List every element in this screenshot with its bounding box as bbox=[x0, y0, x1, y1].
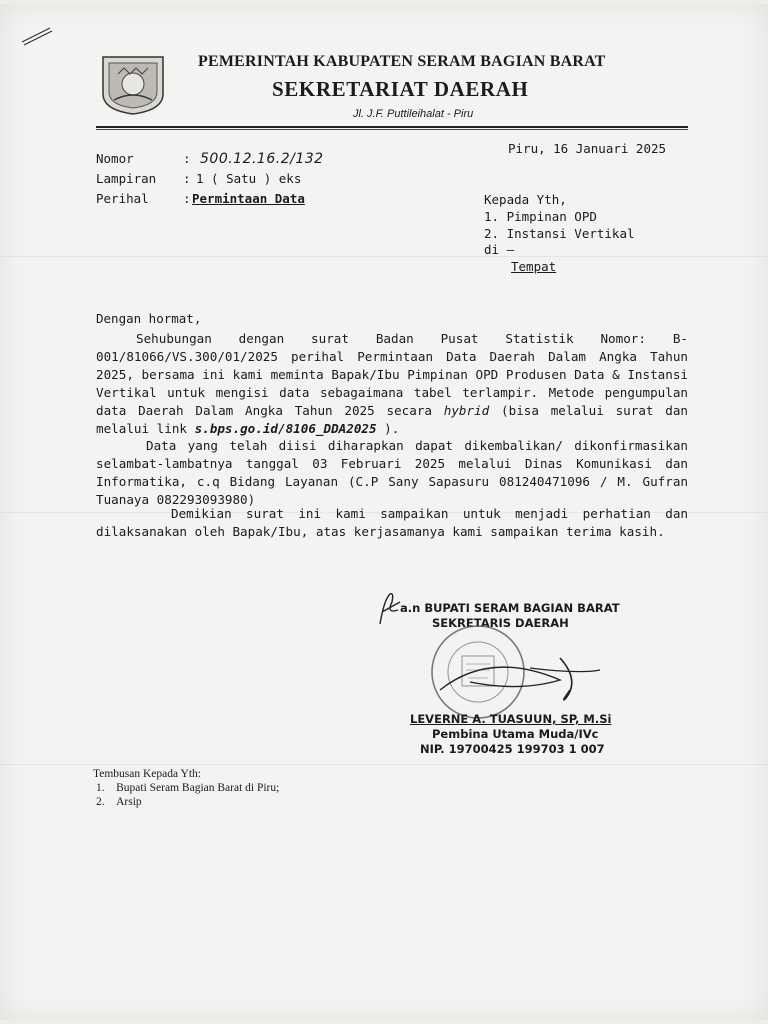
paragraph-1-tail: (bisa melalui surat dan melalui link bbox=[96, 403, 688, 436]
hybrid-word: hybrid bbox=[443, 403, 490, 418]
cc-item-2: 2. Arsip bbox=[96, 796, 142, 808]
pen-mark bbox=[20, 24, 54, 46]
perihal-colon: : bbox=[183, 191, 191, 206]
signature-role-1: a.n BUPATI SERAM BAGIAN BARAT bbox=[400, 601, 620, 615]
paragraph-1 bbox=[96, 330, 688, 438]
recipient-item-1: 1. Pimpinan OPD bbox=[484, 209, 597, 224]
perihal-label: Perihal bbox=[96, 191, 149, 206]
recipient-item-2: 2. Instansi Vertikal bbox=[484, 226, 635, 241]
signatory-nip: NIP. 19700425 199703 1 007 bbox=[420, 742, 605, 756]
nomor-label: Nomor bbox=[96, 151, 134, 166]
salutation: Dengan hormat, bbox=[96, 311, 202, 326]
perihal-value: Permintaan Data bbox=[192, 191, 305, 206]
place-date: Piru, 16 Januari 2025 bbox=[508, 141, 667, 156]
recipient-di: di – bbox=[484, 242, 515, 257]
paper-fold bbox=[0, 764, 768, 765]
lampiran-colon: : bbox=[183, 171, 191, 186]
signatory-rank: Pembina Utama Muda/IVc bbox=[432, 727, 599, 741]
recipient-tempat: Tempat bbox=[511, 259, 557, 274]
header-rule-thin bbox=[96, 129, 688, 130]
paper-fold bbox=[0, 256, 768, 257]
survey-link[interactable]: s.bps.go.id/8106_DDA2025 bbox=[194, 421, 377, 436]
office-name: SEKRETARIAT DAERAH bbox=[272, 77, 529, 101]
lampiran-label: Lampiran bbox=[96, 171, 157, 186]
nomor-value-handwritten: 500.12.16.2/132 bbox=[200, 151, 324, 167]
lampiran-value: 1 ( Satu ) eks bbox=[196, 171, 302, 186]
signature-role-2: SEKRETARIS DAERAH bbox=[432, 616, 569, 630]
regency-emblem-logo bbox=[100, 54, 166, 116]
paragraph-1-text: Sehubungan dengan surat Badan Pusat Statistik Nomor: B-001/81066/VS.300/01/2025 perihal Permintaan Data Daerah Dalam Angka Tahun 2025, bersama ini kami meminta Bapak/Ibu Pimpinan OPD Produsen Data & Instansi Vertikal untuk mengisi data sebagaimana tabel terlampir. Metode pengumpulan data Daerah Dalam Angka Tahun 2025 secara bbox=[96, 331, 688, 418]
recipient-greeting: Kepada Yth, bbox=[484, 192, 567, 207]
cc-item-1: 1. Bupati Seram Bagian Barat di Piru; bbox=[96, 782, 280, 794]
header-rule bbox=[96, 126, 688, 128]
cc-title: Tembusan Kepada Yth: bbox=[93, 768, 201, 780]
paragraph-3: Demikian surat ini kami sampaikan untuk menjadi perhatian dan dilaksanakan oleh Bapak/Ibu, atas kerjasamanya kami sampaikan terima kasih. bbox=[96, 506, 688, 539]
paragraph-1-end: ). bbox=[384, 421, 400, 436]
government-name: PEMERINTAH KABUPATEN SERAM BAGIAN BARAT bbox=[198, 53, 606, 70]
signatory-name: LEVERNE A. TUASUUN, SP, M.Si bbox=[410, 712, 612, 726]
cc-item-1-text: Bupati Seram Bagian Barat di Piru; bbox=[116, 782, 280, 794]
cc-item-2-text: Arsip bbox=[116, 796, 142, 808]
paragraph-2: Data yang telah diisi diharapkan dapat dikembalikan/ dikonfirmasikan selambat-lambatnya tanggal 03 Februari 2025 melalui Dinas Komunikasi dan Informatika, c.q Bidang Layanan (C.P Sany Sapasuru 081240471096 / M. Gufran Tuanaya 082293093980) bbox=[96, 438, 688, 507]
nomor-colon: : bbox=[183, 151, 191, 166]
official-stamp bbox=[410, 620, 610, 720]
office-address: Jl. J.F. Puttileihalat - Piru bbox=[353, 108, 474, 120]
